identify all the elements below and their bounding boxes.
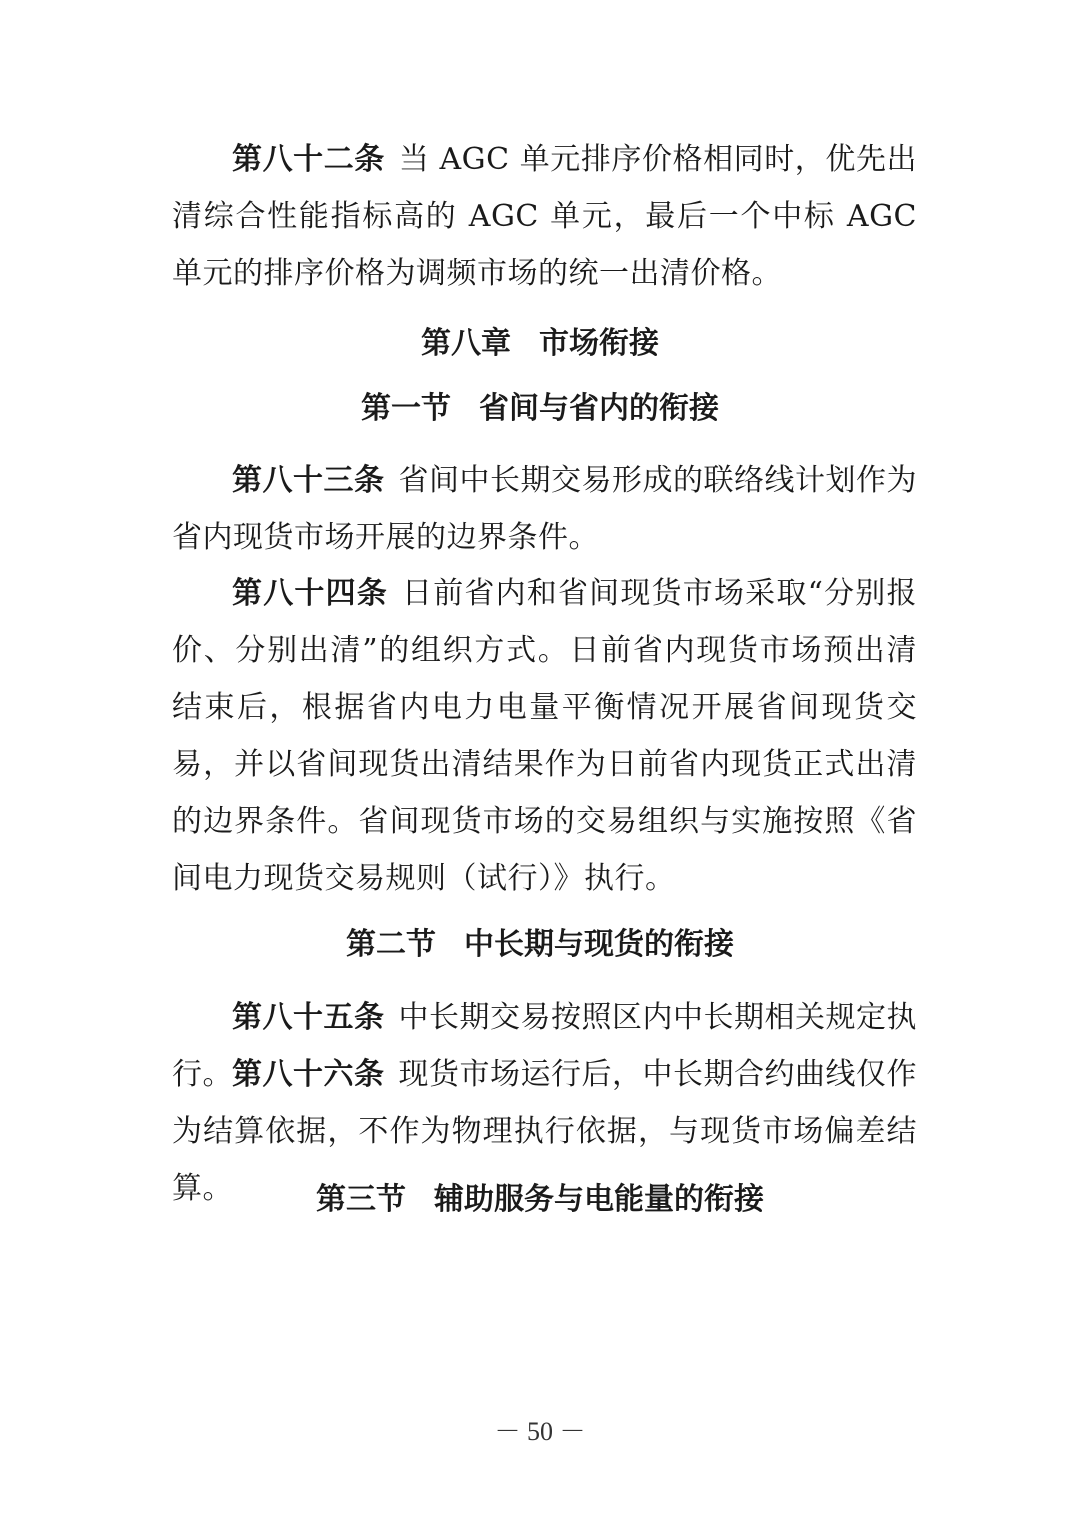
section-title: 中长期与现货的衔接 bbox=[464, 927, 734, 962]
section-heading-1 bbox=[0, 389, 1080, 429]
section-heading-3 bbox=[0, 1180, 1080, 1220]
section-number: 第二节 bbox=[346, 927, 436, 962]
chapter-heading bbox=[0, 324, 1080, 364]
chapter-number: 第八章 bbox=[421, 326, 511, 361]
article-82 bbox=[172, 131, 917, 302]
article-text: 中长期交易按照区内中长期相关规定执行。 bbox=[172, 1000, 917, 1092]
article-84 bbox=[172, 565, 917, 907]
section-title: 辅助服务与电能量的衔接 bbox=[434, 1182, 764, 1217]
section-number: 第三节 bbox=[316, 1182, 406, 1217]
article-label: 第八十三条 bbox=[232, 463, 385, 498]
section-number: 第一节 bbox=[361, 391, 451, 426]
section-title: 省间与省内的衔接 bbox=[479, 391, 719, 426]
article-label: 第八十六条 bbox=[232, 1057, 385, 1092]
article-83 bbox=[172, 452, 917, 566]
article-text: 日前省内和省间现货市场采取“分别报价、分别出清”的组织方式。日前省内现货市场预出清结束后，根据省内电力电量平衡情况开展省间现货交易，并以省间现货出清结果作为日前省内现货正式出清的边界条件。省间现货市场的交易组织与实施按照《省间电力现货交易规则（试行）》执行。 bbox=[172, 576, 918, 896]
chapter-title: 市场衔接 bbox=[539, 326, 659, 361]
article-label: 第八十二条 bbox=[232, 142, 385, 177]
section-heading-2 bbox=[0, 925, 1080, 965]
page-number: － 50 － bbox=[494, 1417, 586, 1446]
article-label: 第八十四条 bbox=[232, 576, 388, 611]
article-text: 现货市场运行后，中长期合约曲线仅作为结算依据，不作为物理执行依据，与现货市场偏差结算。 bbox=[172, 1057, 917, 1206]
article-text: 当 AGC 单元排序价格相同时，优先出清综合性能指标高的 AGC 单元，最后一个中标 AGC 单元的排序价格为调频市场的统一出清价格。 bbox=[172, 142, 918, 291]
article-label: 第八十五条 bbox=[232, 1000, 385, 1035]
article-text: 省间中长期交易形成的联络线计划作为省内现货市场开展的边界条件。 bbox=[172, 463, 917, 555]
